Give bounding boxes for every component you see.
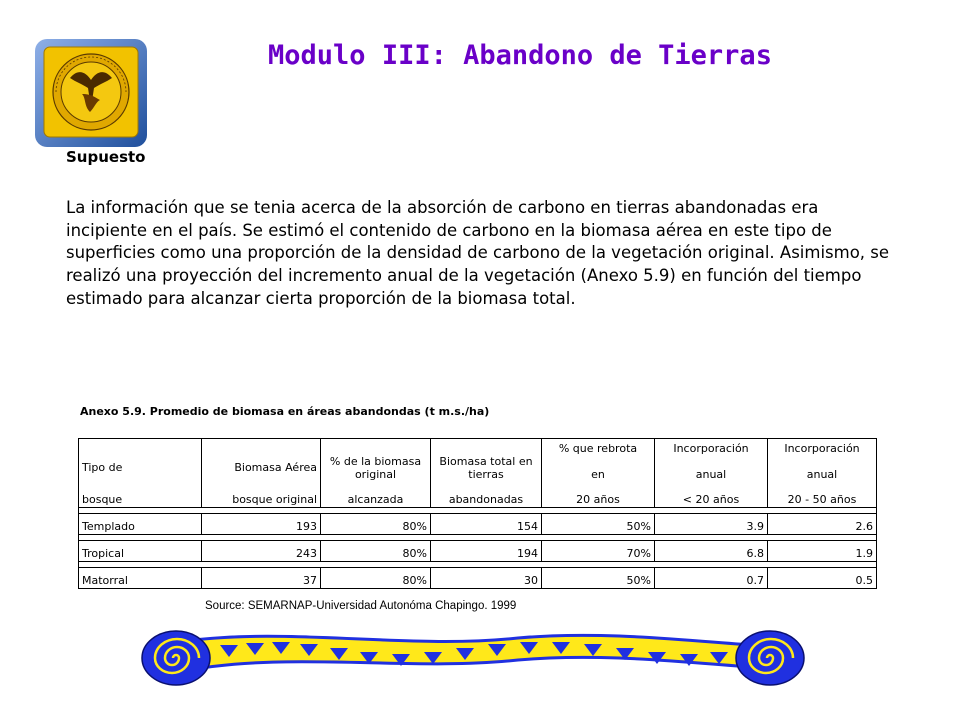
header-cell: % que rebrota en 20 años bbox=[542, 439, 655, 508]
biomass-table bbox=[78, 438, 877, 589]
table-cell: 37 bbox=[202, 568, 321, 589]
header-cell: Incorporación anual < 20 años bbox=[655, 439, 768, 508]
header-cell: Biomasa total en tierras abandonadas bbox=[431, 439, 542, 508]
section-heading: Supuesto bbox=[66, 148, 146, 166]
table-cell: 3.9 bbox=[655, 514, 768, 535]
table-cell: 1.9 bbox=[768, 541, 877, 562]
table-row bbox=[79, 514, 877, 535]
header-cell: Tipo de bosque bbox=[79, 439, 202, 508]
table-row bbox=[79, 568, 877, 589]
table-cell: 80% bbox=[321, 568, 431, 589]
section-paragraph: La información que se tenia acerca de la absorción de carbono en tierras abandonadas era incipiente en el país. Se estimó el contenido de carbono en la biomasa aérea en este tipo de superficies como una proporción de la densidad de carbono de la vegetación original. Asimismo, se realizó una proyección del incremento anual de la vegetación (Anexo 5.9) en función del tiempo estimado para alcanzar cierta proporción de la biomasa total. bbox=[66, 198, 890, 308]
table-cell: 154 bbox=[431, 514, 542, 535]
table-cell: Matorral bbox=[79, 568, 202, 589]
table-cell: 194 bbox=[431, 541, 542, 562]
table-cell: 50% bbox=[542, 514, 655, 535]
table-cell: 0.7 bbox=[655, 568, 768, 589]
table-caption: Anexo 5.9. Promedio de biomasa en áreas abandondas (t m.s./ha) bbox=[80, 405, 490, 418]
table-cell: 243 bbox=[202, 541, 321, 562]
table-cell: 70% bbox=[542, 541, 655, 562]
table-cell: 80% bbox=[321, 541, 431, 562]
header-cell: Biomasa Aérea bosque original bbox=[202, 439, 321, 508]
table-cell: Tropical bbox=[79, 541, 202, 562]
header-cell: % de la biomasa original alcanzada bbox=[321, 439, 431, 508]
table-cell: 2.6 bbox=[768, 514, 877, 535]
table-cell: 6.8 bbox=[655, 541, 768, 562]
table-header-row bbox=[79, 439, 877, 508]
table-cell: 80% bbox=[321, 514, 431, 535]
table-cell: 193 bbox=[202, 514, 321, 535]
table-cell: 0.5 bbox=[768, 568, 877, 589]
table-cell: 50% bbox=[542, 568, 655, 589]
table-cell: Templado bbox=[79, 514, 202, 535]
university-crest-icon bbox=[34, 38, 148, 148]
table-source: Source: SEMARNAP-Universidad Autonóma Chapingo. 1999 bbox=[205, 600, 517, 612]
header-cell: Incorporación anual 20 - 50 años bbox=[768, 439, 877, 508]
table-cell: 30 bbox=[431, 568, 542, 589]
table-row bbox=[79, 541, 877, 562]
page-title: Modulo III: Abandono de Tierras bbox=[268, 40, 772, 71]
wavy-spiral-border bbox=[138, 628, 808, 688]
